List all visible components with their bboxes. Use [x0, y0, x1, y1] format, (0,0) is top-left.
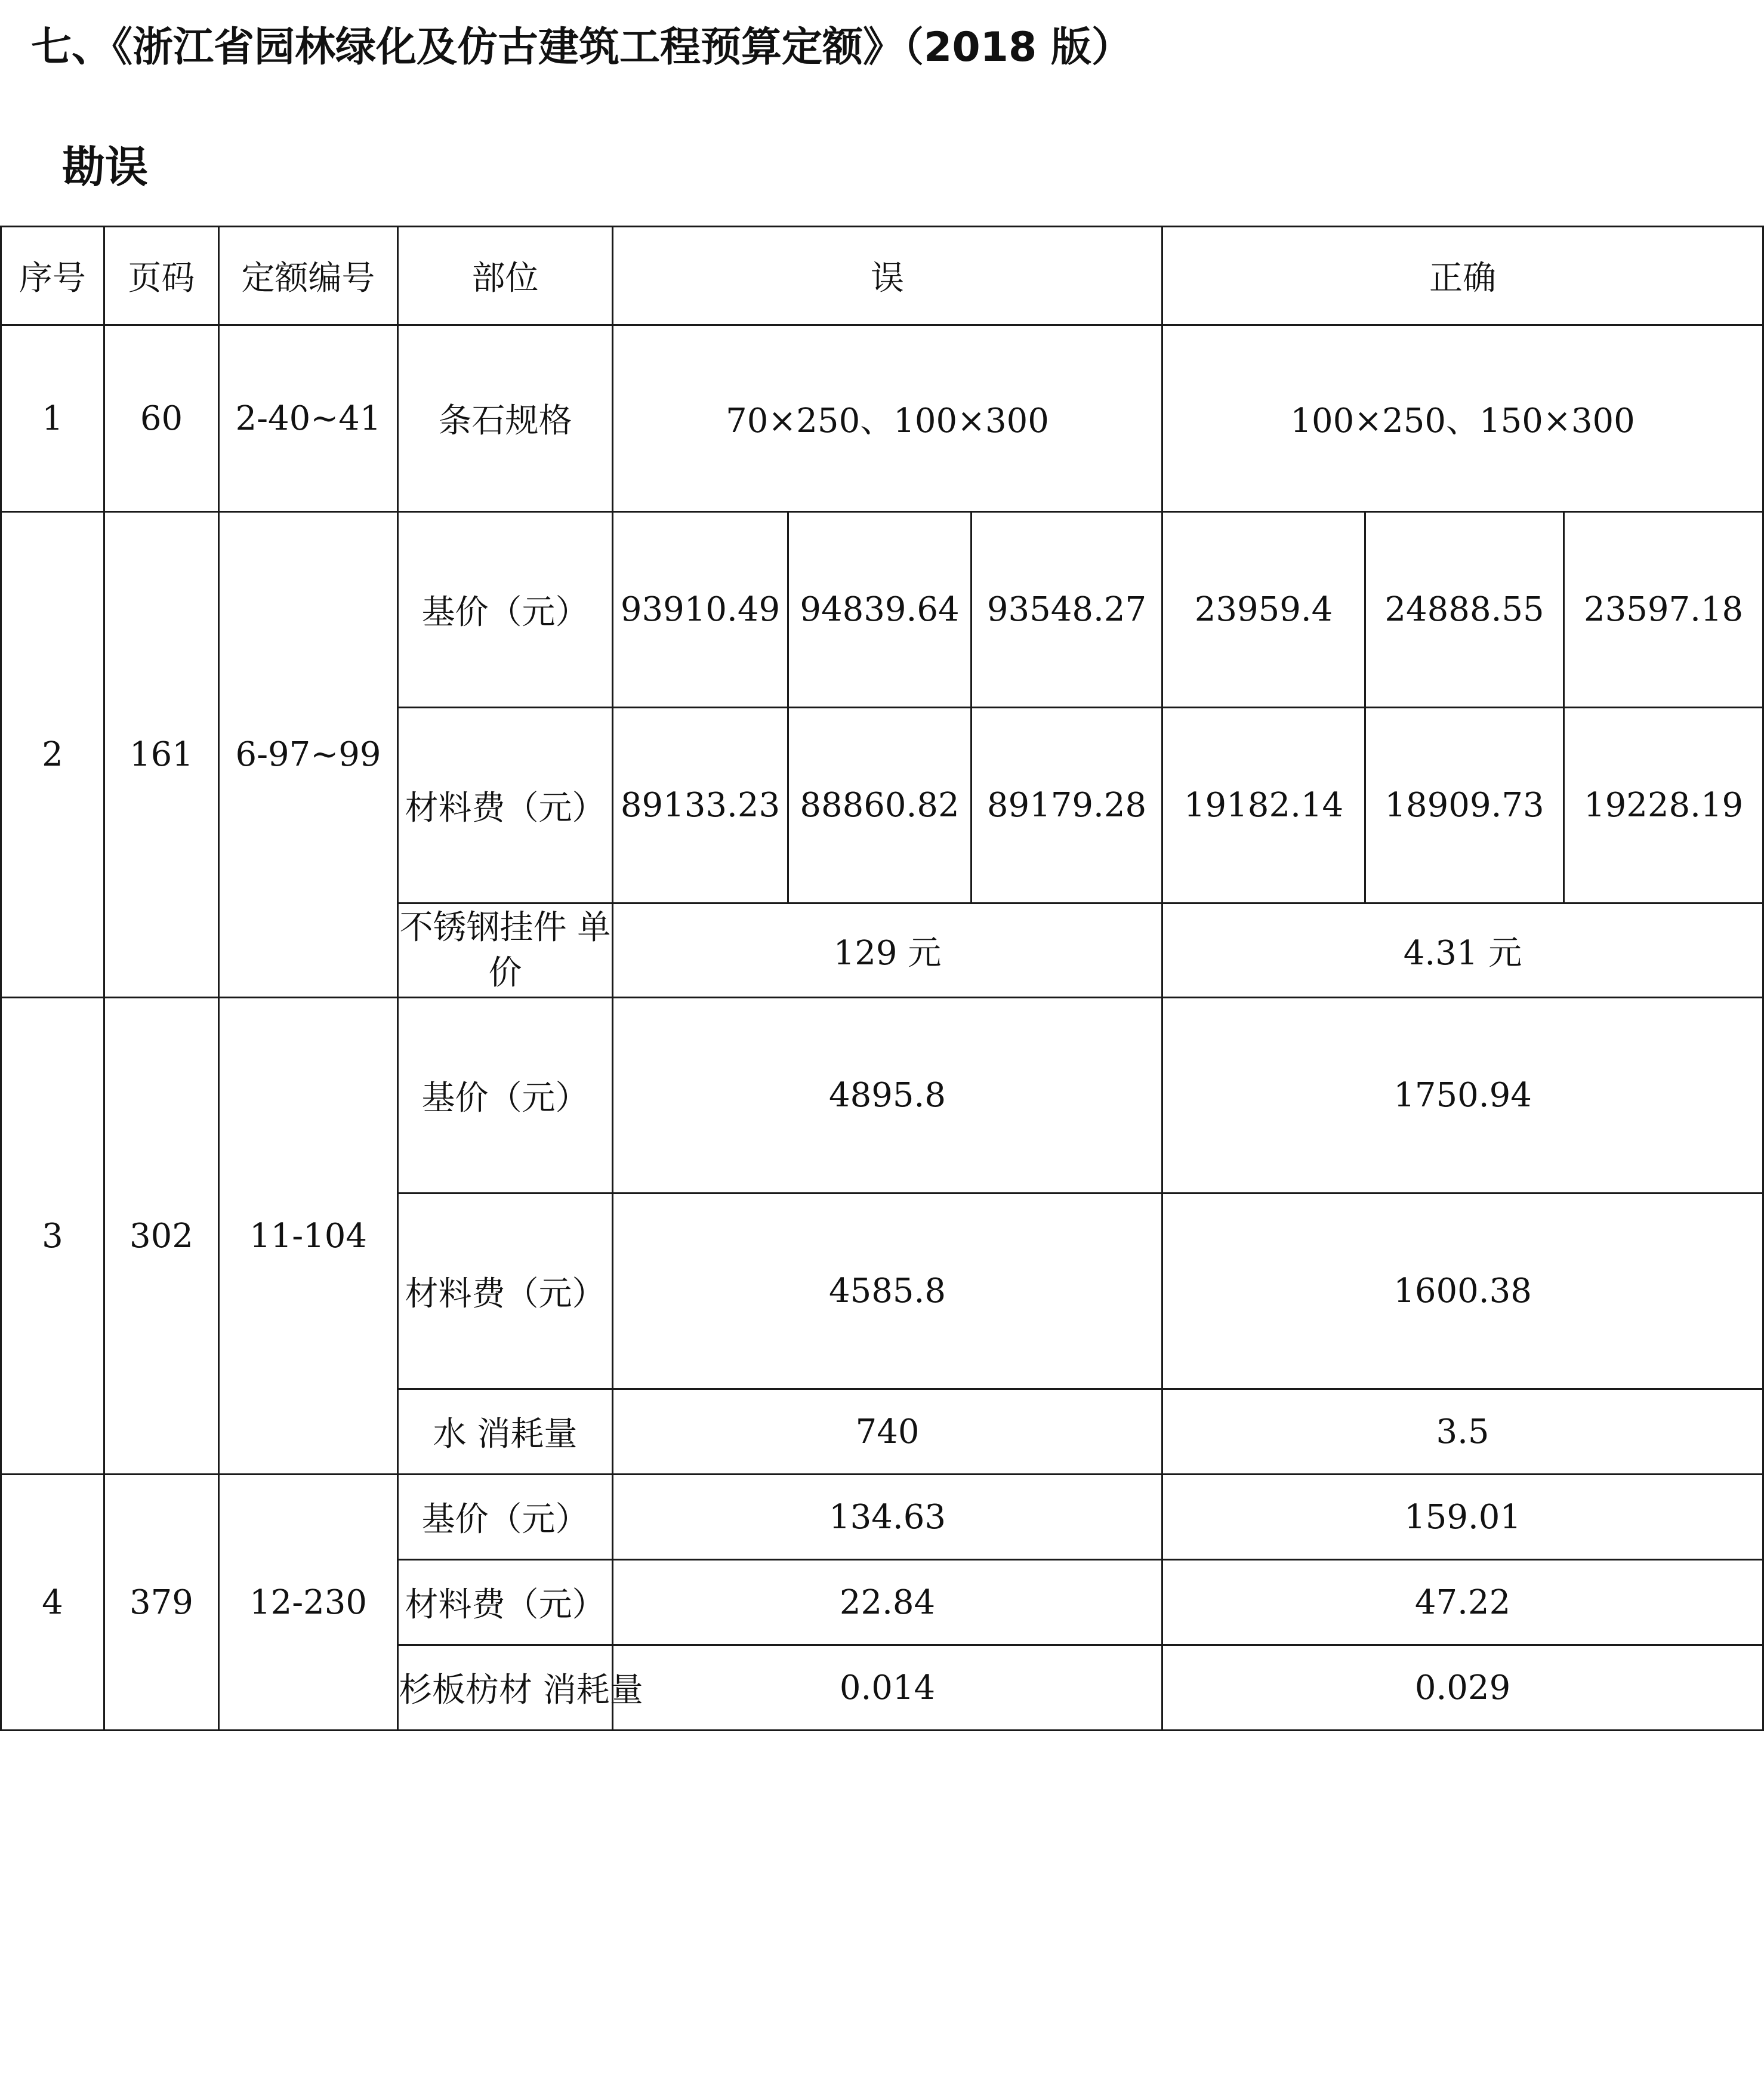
cell-part: 水 消耗量 [398, 1389, 613, 1475]
cell-wrong: 22.84 [613, 1560, 1162, 1645]
cell-code: 6-97~99 [219, 512, 398, 998]
cell-correct-3: 23597.18 [1564, 512, 1763, 708]
table-header-row [1, 227, 1763, 325]
cell-correct: 0.029 [1162, 1645, 1763, 1731]
table-row [1, 1475, 1763, 1560]
header-seq: 序号 [1, 227, 104, 325]
cell-part: 基价（元） [398, 998, 613, 1193]
table-row [1, 512, 1763, 708]
cell-page: 379 [104, 1475, 219, 1731]
cell-wrong-2: 88860.82 [788, 708, 972, 903]
cell-wrong: 4895.8 [613, 998, 1162, 1193]
cell-wrong: 4585.8 [613, 1193, 1162, 1389]
cell-part: 材料费（元） [398, 1560, 613, 1645]
cell-wrong-2: 94839.64 [788, 512, 972, 708]
cell-page: 60 [104, 325, 219, 512]
cell-code: 11-104 [219, 998, 398, 1475]
cell-correct: 1750.94 [1162, 998, 1763, 1193]
cell-seq: 2 [1, 512, 104, 998]
table-row [1, 325, 1763, 512]
cell-correct: 47.22 [1162, 1560, 1763, 1645]
cell-wrong-1: 89133.23 [613, 708, 788, 903]
document-subtitle: 勘误 [62, 142, 149, 192]
cell-correct: 100×250、150×300 [1162, 325, 1763, 512]
cell-code: 12-230 [219, 1475, 398, 1731]
cell-correct-2: 18909.73 [1365, 708, 1564, 903]
cell-code: 2-40~41 [219, 325, 398, 512]
cell-correct-3: 19228.19 [1564, 708, 1763, 903]
cell-correct-2: 24888.55 [1365, 512, 1564, 708]
errata-table [0, 226, 1764, 1731]
cell-part: 基价（元） [398, 1475, 613, 1560]
header-page: 页码 [104, 227, 219, 325]
cell-wrong: 740 [613, 1389, 1162, 1475]
cell-wrong-1: 93910.49 [613, 512, 788, 708]
header-wrong: 误 [613, 227, 1162, 325]
cell-page: 302 [104, 998, 219, 1475]
cell-correct-1: 23959.4 [1162, 512, 1365, 708]
document-title: 七、《浙江省园林绿化及仿古建筑工程预算定额》（2018 版） [31, 24, 1132, 71]
cell-part: 基价（元） [398, 512, 613, 708]
cell-wrong-3: 93548.27 [972, 512, 1162, 708]
header-part: 部位 [398, 227, 613, 325]
cell-correct: 4.31 元 [1162, 903, 1763, 998]
cell-part: 条石规格 [398, 325, 613, 512]
header-code: 定额编号 [219, 227, 398, 325]
table-row [1, 998, 1763, 1193]
cell-correct: 3.5 [1162, 1389, 1763, 1475]
header-correct: 正确 [1162, 227, 1763, 325]
cell-part: 不锈钢挂件 单价 [398, 903, 613, 998]
cell-part: 材料费（元） [398, 708, 613, 903]
cell-wrong: 0.014 [613, 1645, 1162, 1731]
cell-page: 161 [104, 512, 219, 998]
cell-correct: 1600.38 [1162, 1193, 1763, 1389]
cell-wrong: 134.63 [613, 1475, 1162, 1560]
cell-seq: 1 [1, 325, 104, 512]
cell-part: 杉板枋材 消耗量 [398, 1645, 613, 1731]
cell-seq: 4 [1, 1475, 104, 1731]
cell-wrong: 70×250、100×300 [613, 325, 1162, 512]
cell-correct-1: 19182.14 [1162, 708, 1365, 903]
cell-correct: 159.01 [1162, 1475, 1763, 1560]
cell-seq: 3 [1, 998, 104, 1475]
cell-wrong: 129 元 [613, 903, 1162, 998]
cell-wrong-3: 89179.28 [972, 708, 1162, 903]
cell-part: 材料费（元） [398, 1193, 613, 1389]
